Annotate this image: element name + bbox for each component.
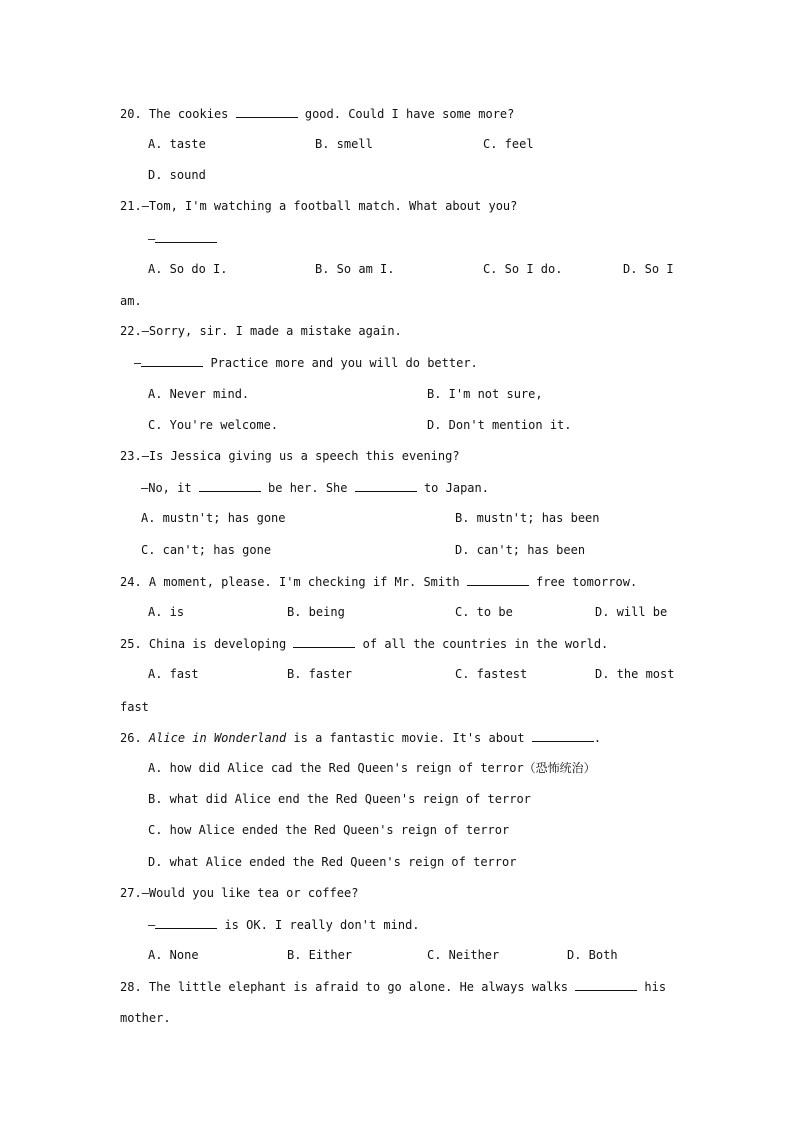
question-27-stem: 27.—Would you like tea or coffee? — [120, 886, 359, 900]
question-27-reply: — is OK. I really don't mind. — [148, 918, 420, 932]
question-number: 20. — [120, 107, 142, 121]
option-a[interactable]: A. fast — [148, 667, 199, 681]
option-c[interactable]: C. fastest — [455, 667, 528, 681]
option-b[interactable]: B. I'm not sure, — [427, 387, 543, 401]
question-20-stem: 20. The cookies good. Could I have some more? — [120, 107, 515, 121]
question-28-stem: 28. The little elephant is afraid to go alone. He always walks his — [120, 980, 667, 994]
option-d[interactable]: D. Don't mention it. — [427, 418, 572, 432]
option-b[interactable]: B. being — [287, 605, 345, 619]
option-d-wrap: am. — [120, 294, 142, 308]
option-d[interactable]: D. will be — [595, 605, 668, 619]
option-d[interactable]: D. sound — [148, 168, 206, 182]
option-b[interactable]: B. Either — [287, 948, 353, 962]
question-number: 27. — [120, 886, 142, 900]
option-d[interactable]: D. Both — [567, 948, 618, 962]
question-23-reply: —No, it be her. She to Japan. — [141, 481, 489, 495]
question-23-stem: 23.—Is Jessica giving us a speech this evening? — [120, 449, 460, 463]
question-28-wrap: mother. — [120, 1011, 171, 1025]
option-d[interactable]: D. the most — [595, 667, 675, 681]
option-c[interactable]: C. You're welcome. — [148, 418, 279, 432]
option-c[interactable]: C. can't; has gone — [141, 543, 272, 557]
movie-title: Alice in Wonderland — [148, 731, 287, 745]
option-b[interactable]: B. faster — [287, 667, 353, 681]
question-number: 25. — [120, 637, 142, 651]
option-d[interactable]: D. can't; has been — [455, 543, 586, 557]
option-a[interactable]: A. is — [148, 605, 185, 619]
question-25-stem: 25. China is developing of all the countries in the world. — [120, 637, 609, 651]
option-b[interactable]: B. So am I. — [315, 262, 395, 276]
answer-blank[interactable] — [155, 917, 217, 929]
option-a[interactable]: A. mustn't; has gone — [141, 511, 286, 525]
answer-blank-1[interactable] — [199, 480, 261, 492]
option-d[interactable]: D. what Alice ended the Red Queen's reign of terror — [148, 855, 517, 869]
answer-blank[interactable] — [532, 730, 594, 742]
question-22-stem: 22.—Sorry, sir. I made a mistake again. — [120, 324, 402, 338]
option-d[interactable]: D. So I — [623, 262, 674, 276]
answer-blank[interactable] — [155, 231, 217, 243]
question-number: 23. — [120, 449, 142, 463]
answer-blank-2[interactable] — [355, 480, 417, 492]
answer-blank[interactable] — [467, 574, 529, 586]
answer-blank[interactable] — [575, 979, 637, 991]
option-a[interactable]: A. how did Alice cad the Red Queen's reign of terror（恐怖统治） — [148, 761, 596, 775]
option-c[interactable]: C. So I do. — [483, 262, 563, 276]
question-26-stem: 26. Alice in Wonderland is a fantastic movie. It's about . — [120, 731, 602, 745]
question-number: 28. — [120, 980, 142, 994]
option-a[interactable]: A. taste — [148, 137, 206, 151]
option-b[interactable]: B. mustn't; has been — [455, 511, 600, 525]
option-a[interactable]: A. Never mind. — [148, 387, 250, 401]
option-b[interactable]: B. what did Alice end the Red Queen's reign of terror — [148, 792, 531, 806]
option-c[interactable]: C. to be — [455, 605, 513, 619]
option-a[interactable]: A. None — [148, 948, 199, 962]
question-21-reply: — — [148, 231, 217, 246]
question-21-stem: 21.—Tom, I'm watching a football match. What about you? — [120, 199, 518, 213]
question-number: 26. — [120, 731, 142, 745]
answer-blank[interactable] — [141, 355, 203, 367]
answer-blank[interactable] — [236, 106, 298, 118]
option-c[interactable]: C. Neither — [427, 948, 500, 962]
answer-blank[interactable] — [293, 636, 355, 648]
option-d-wrap: fast — [120, 700, 149, 714]
question-22-reply: — Practice more and you will do better. — [134, 356, 478, 370]
question-number: 24. — [120, 575, 142, 589]
option-b[interactable]: B. smell — [315, 137, 373, 151]
question-number: 22. — [120, 324, 142, 338]
option-c[interactable]: C. how Alice ended the Red Queen's reign of terror — [148, 823, 510, 837]
option-a[interactable]: A. So do I. — [148, 262, 228, 276]
question-24-stem: 24. A moment, please. I'm checking if Mr. Smith free tomorrow. — [120, 575, 638, 589]
option-c[interactable]: C. feel — [483, 137, 534, 151]
question-number: 21. — [120, 199, 142, 213]
